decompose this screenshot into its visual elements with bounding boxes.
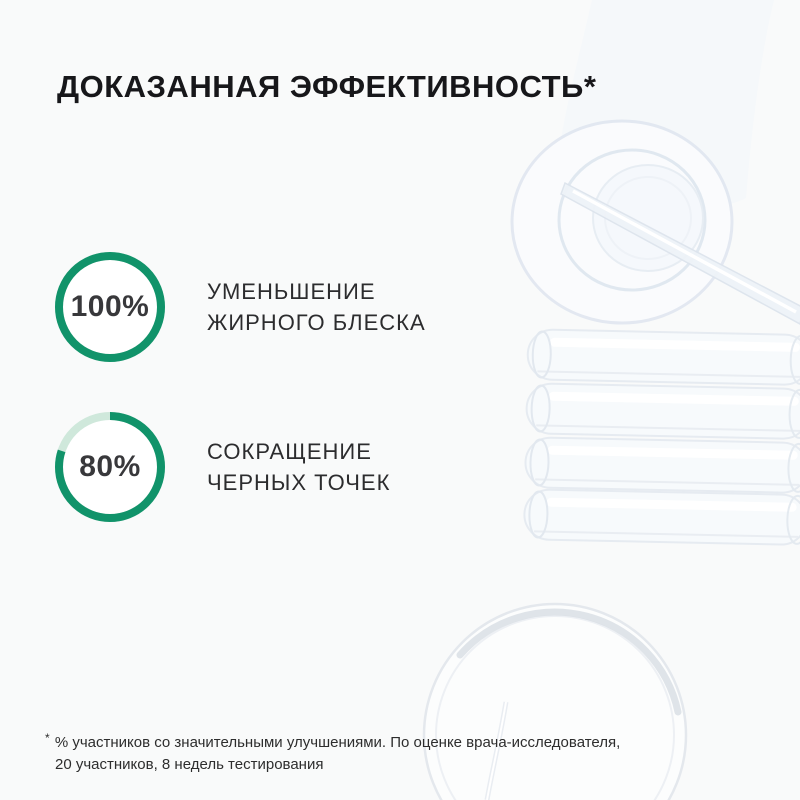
- ampoule-1: [527, 329, 800, 385]
- ampoule-3: [525, 437, 800, 493]
- stat-percent: 80%: [79, 450, 141, 483]
- stat-label-line2: ЖИРНОГО БЛЕСКА: [207, 310, 426, 335]
- stat-label-line2: ЧЕРНЫХ ТОЧЕК: [207, 470, 391, 495]
- ampoule-4: [524, 489, 800, 545]
- stat-label: [207, 276, 426, 338]
- donut-ring-100: [55, 252, 165, 362]
- footnote: [45, 727, 620, 776]
- stat-label: [207, 436, 390, 498]
- donut-ring-80: [55, 412, 165, 522]
- stat-percent: 100%: [70, 290, 150, 323]
- page-title: ДОКАЗАННАЯ ЭФФЕКТИВНОСТЬ*: [57, 68, 597, 104]
- stat-row-blackheads: [55, 412, 390, 522]
- ampoule-2: [526, 383, 800, 439]
- stat-label-line1: УМЕНЬШЕНИЕ: [207, 279, 376, 304]
- footnote-line1: [45, 727, 620, 754]
- stat-label-line1: СОКРАЩЕНИЕ: [207, 439, 372, 464]
- stat-row-oily-shine: [55, 252, 426, 362]
- footnote-line2: 20 участников, 8 недель тестирования: [55, 756, 324, 773]
- glass-jar-pipette-image: [512, 0, 800, 324]
- footnote-asterisk: *: [45, 731, 50, 745]
- ampoules-image: [524, 329, 800, 545]
- footnote-line1-text: % участников со значительными улучшениями. По оценке врача-исследователя,: [54, 734, 621, 751]
